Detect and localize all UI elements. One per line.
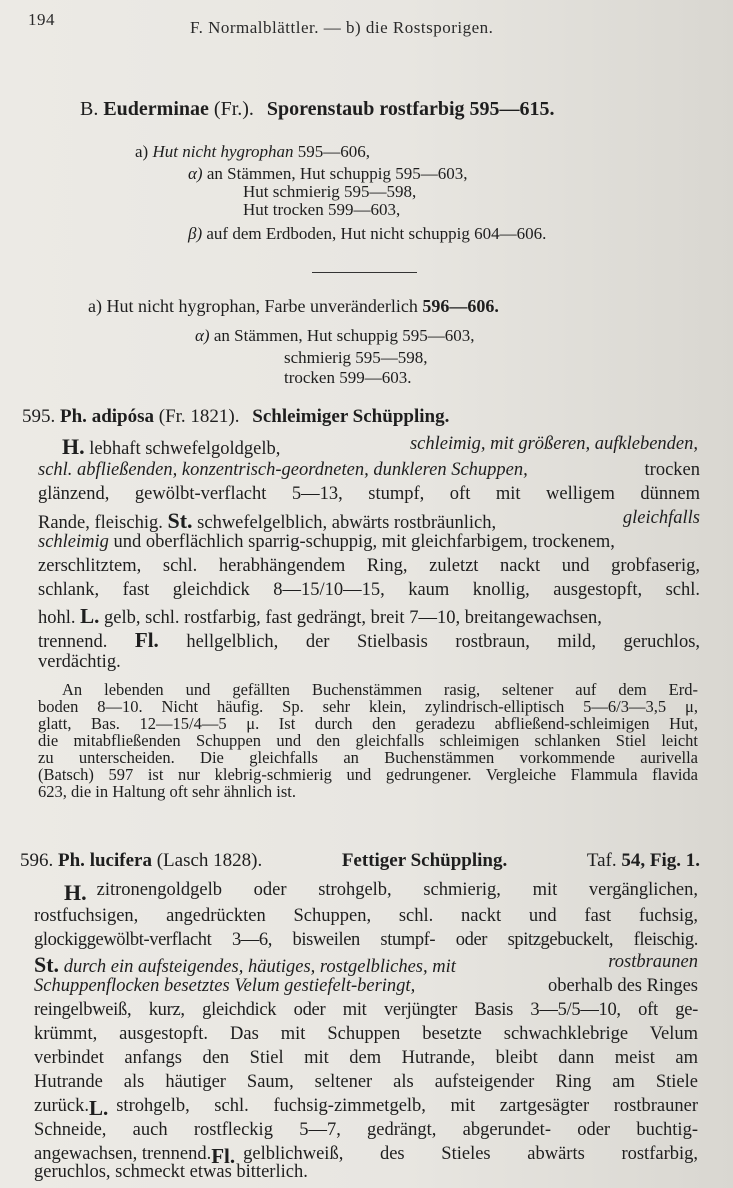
text-run: Rande, fleischig. [38, 513, 163, 533]
sp596-line-13: geruchlos, schmeckt etwas bitterlich. [34, 1162, 308, 1182]
species-596-heading [20, 850, 700, 872]
key2-alpha [195, 326, 475, 346]
sp596-line-6: reingelbweiß, kurz, gleichdick oder mit verjüngter Basis 3—5/5—10, oft ge- [34, 1000, 698, 1020]
abbr-fleisch: Fl. [134, 628, 159, 652]
text-run: trocken [644, 460, 700, 480]
sp595-line-8 [38, 604, 602, 629]
text-run: strohgelb, schl. fuchsig-zimmetgelb, mit zartgesägter rostbrauner [116, 1096, 698, 1116]
key-label: α) [195, 326, 210, 345]
text-run: rostbraunen [608, 952, 698, 972]
section-desc: Sporenstaub rostfarbig 595—615. [266, 98, 555, 120]
key1-alpha [188, 164, 468, 184]
key-text: an Stämmen, Hut schuppig 595—603, [206, 164, 468, 183]
sp595-line-5 [38, 532, 615, 553]
text-run: hohl. [38, 608, 76, 628]
species-genus: Ph. [58, 850, 85, 871]
key-text: Hut nicht hygrophan [152, 142, 294, 161]
sp595-note-4: die mitabfließenden Schuppen und den gleichfalls schleimigen schlanken Stiel leicht [38, 731, 698, 750]
sp596-line-7: krümmt, ausgestopft. Das mit Schuppen besetzte schwachklebrige Velum [34, 1024, 698, 1044]
species-epithet: lucifera [89, 850, 152, 871]
sp595-note-1: An lebenden und gefällten Buchenstämmen rasig, seltener auf dem Erd- [62, 680, 698, 699]
plate-number: 54, [621, 850, 646, 871]
sp595-line-1 [62, 434, 698, 460]
sp596-line-3: glockiggewölbt-verflacht 3—6, bisweilen stumpf- oder spitzgebuckelt, fleischig. [34, 930, 698, 950]
sp596-line-9: Hutrande als häutiger Saum, seltener als aufsteigender Ring am Stiele [34, 1072, 698, 1092]
sp596-line-2: rostfuchsigen, angedrückten Schuppen, schl. nackt und fast fuchsig, [34, 906, 698, 926]
key2-alpha-2: schmierig 595—598, [284, 348, 428, 367]
key-label: a) [135, 142, 149, 161]
sp595-line-2 [38, 460, 700, 481]
species-genus: Ph. [60, 406, 87, 427]
species-number: 596. [20, 850, 54, 871]
sp595-line-10: verdächtig. [38, 652, 121, 672]
abbr-lamellen: L. [80, 604, 100, 628]
text-run: und oberflächlich sparrig-schuppig, mit gleichfarbigem, trockenem, [113, 532, 615, 552]
key-range: 596—606. [422, 296, 499, 316]
text-run: Schuppenflocken besetztes Velum gestiefelt-beringt, [34, 976, 416, 996]
key-label: a) [88, 296, 102, 316]
text-run: schl. abfließenden, konzentrisch-geordneten, dunkleren Schuppen, [38, 460, 528, 480]
species-common-name: Schleimiger Schüppling. [252, 406, 450, 427]
sp596-line-11: Schneide, auch rostfleckig 5—7, gedrängt, abgerundet- oder buchtig- [34, 1120, 698, 1140]
key-range: 595—606, [297, 142, 370, 161]
sp595-note-3: glatt, Bas. 12—15/4—5 μ. Ist durch den geradezu abfließend-schleimigen Hut, [38, 714, 698, 733]
sp596-line-5 [34, 976, 698, 997]
key-text: auf dem Erdboden, Hut nicht schuppig 604—606. [206, 224, 547, 243]
sp595-line-4 [38, 508, 700, 534]
divider-rule [312, 272, 417, 273]
text-run: durch ein aufsteigendes, häutiges, rostgelbliches, mit [63, 957, 456, 977]
key-text: Hut nicht hygrophan, Farbe unveränderlich [106, 296, 418, 316]
abbr-hut: H. [62, 434, 85, 459]
abbr-stiel: St. [167, 508, 193, 533]
key1-alpha-2: Hut schmierig 595—598, [243, 182, 417, 201]
section-heading [80, 98, 555, 121]
key2-alpha-3: trocken 599—603. [284, 368, 412, 387]
text-run: schleimig, mit größeren, aufklebenden, [409, 434, 698, 454]
section-name: Euderminae [103, 98, 209, 120]
key1-beta [188, 224, 546, 244]
key1-a [135, 142, 370, 162]
abbr-hut: H. [64, 880, 87, 905]
page-number: 194 [28, 10, 55, 29]
text-run: zitronengoldgelb oder strohgelb, schmierig, mit vergänglichen, [96, 880, 698, 900]
text-run: trennend. [38, 632, 108, 652]
key-label: β) [188, 224, 203, 243]
species-author: (Fr. 1821). [158, 406, 240, 427]
species-595-heading [22, 406, 449, 428]
abbr-stiel: St. [34, 952, 60, 977]
text-run: hellgelblich, der Stielbasis rostbraun, mild, geruchlos, [186, 632, 701, 652]
sp595-line-3: glänzend, gewölbt-verflacht 5—13, stumpf, oft mit welligem dünnem [38, 484, 700, 504]
section-letter: B. [80, 98, 99, 120]
text-run: gelb, schl. rostfarbig, fast gedrängt, breit 7—10, breitangewachsen, [104, 608, 602, 628]
text-run: angewachsen, trennend. [34, 1144, 212, 1164]
abbr-fleisch: Fl. [211, 1144, 236, 1168]
text-run: schleimig [38, 532, 109, 552]
sp595-line-9 [38, 628, 700, 653]
species-author: (Lasch 1828). [156, 850, 263, 871]
sp596-line-1 [64, 880, 698, 906]
species-common-name: Fettiger Schüppling. [341, 850, 508, 871]
text-run: oberhalb des Ringes [547, 976, 698, 996]
sp595-note-2: boden 8—10. Nicht häufig. Sp. sehr klein, zylindrisch-elliptisch 5—6/3—3,5 μ, [38, 697, 698, 716]
text-run: lebhaft schwefelgoldgelb, [89, 439, 281, 459]
species-epithet: adipósa [91, 406, 154, 427]
plate-label: Taf. [586, 850, 617, 871]
text-run: zurück. [34, 1096, 89, 1116]
text-run: gelblichweiß, des Stieles abwärts rostfarbig, [243, 1144, 698, 1164]
key1-alpha-3: Hut trocken 599—603, [243, 200, 401, 219]
sp596-line-10 [34, 1096, 698, 1121]
running-title: F. Normalblättler. — b) die Rostsporigen. [190, 18, 494, 37]
sp595-note-7: 623, die in Haltung oft sehr ähnlich ist. [38, 782, 296, 801]
sp596-line-8: verbindet anfangs den Stiel mit dem Hutrande, bleibt dann meist am [34, 1048, 698, 1068]
key2-a [88, 296, 499, 317]
sp595-note-5: zu unterscheiden. Die gleichfalls an Buchenstämmen vorkommende aurivella [38, 748, 698, 767]
figure-number: Fig. 1. [649, 850, 700, 871]
sp595-line-7: schlank, fast gleichdick 8—15/10—15, kaum knollig, ausgestopft, schl. [38, 580, 700, 600]
text-run: schwefelgelblich, abwärts rostbräunlich, [197, 513, 497, 533]
sp595-line-6: zerschlitztem, schl. herabhängendem Ring, zuletzt nackt und grobfaserig, [38, 556, 700, 576]
key-text: an Stämmen, Hut schuppig 595—603, [213, 326, 475, 345]
text-run: gleichfalls [622, 508, 700, 528]
species-number: 595. [22, 406, 56, 427]
abbr-lamellen: L. [88, 1096, 109, 1120]
section-author: (Fr.). [213, 98, 254, 120]
sp595-note-6: (Batsch) 597 ist nur klebrig-schmierig und gedrungener. Vergleiche Flammula flavida [38, 765, 698, 784]
sp596-line-4 [34, 952, 698, 978]
key-label: α) [188, 164, 203, 183]
